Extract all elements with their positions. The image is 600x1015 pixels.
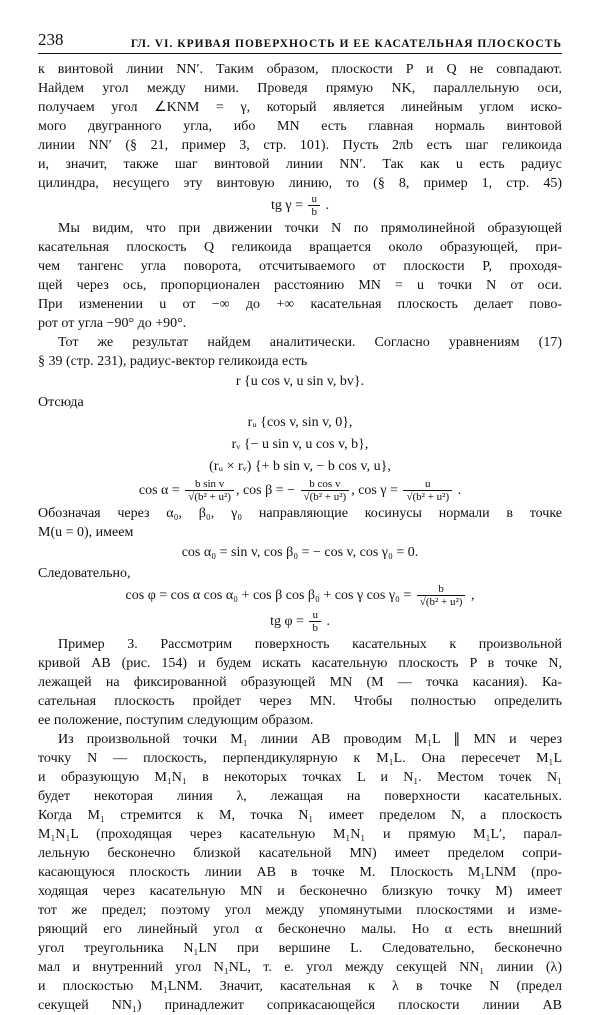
denominator: √(b² + u²) — [188, 491, 231, 504]
text-line: Найдем угол между ними. Проведя прямую NK, параллельную оси, — [38, 81, 562, 96]
text-line: ходящая через касательную MN и бесконечно близкую точку M) имеет — [38, 884, 562, 899]
equation-radius-vector: r {u cos v, u sin v, bv}. — [235, 374, 365, 389]
numerator: b cos v — [301, 478, 350, 491]
text-line: § 39 (стр. 231), радиус-вектор геликоида есть — [38, 354, 308, 369]
fraction — [403, 478, 452, 503]
numerator: u — [308, 193, 320, 206]
equation-cos-phi — [38, 583, 562, 609]
eq-cos-gamma-lhs: , cos γ = — [351, 483, 402, 498]
text-line: тот же предел; поэтому угол между упомянутыми плоскостями и изме- — [38, 903, 562, 918]
text-line: и образующую M₁N₁ в некоторых точках L и N₁. Местом точек N₁ — [38, 770, 562, 785]
text-line: рот от угла −90° до +90°. — [38, 316, 187, 331]
paragraph-1 — [38, 60, 562, 193]
text-line: секущей NN₁) принадлежит соприкасающейся плоскости линии AB — [38, 998, 562, 1013]
text-line: получаем угол ∠KNM = γ, который является линейным углом иско- — [38, 100, 562, 115]
eq-tail: . — [321, 198, 329, 213]
denominator: √(b² + u²) — [406, 491, 450, 504]
text-line: M(u = 0), имеем — [38, 525, 134, 540]
eq-lhs: tg φ = — [270, 614, 308, 629]
paragraph-3 — [38, 333, 562, 371]
numerator: u — [309, 609, 321, 622]
running-title: ГЛ. VI. КРИВАЯ ПОВЕРХНОСТЬ И ЕЕ КАСАТЕЛЬНАЯ ПЛОСКОСТЬ — [130, 38, 562, 50]
text-line: Когда M₁ стремится к M, точка N₁ имеет пределом N, а плоскость — [38, 808, 562, 823]
eq-tail: . — [454, 483, 462, 498]
paragraph-example-3 — [38, 635, 562, 730]
equation-tg-gamma — [38, 193, 562, 219]
numerator: u — [403, 478, 452, 491]
eq-cos-beta-lhs: , cos β = − — [235, 483, 299, 498]
equation-rv: rᵥ {− u sin v, u cos v, b}, — [231, 437, 369, 452]
text-line: будет некоторая линия λ, лежащая на поверхности касательных. — [38, 789, 562, 804]
text-line: линии NN′ (§ 21, пример 3, стр. 101). Пусть 2πb есть шаг геликоида — [38, 138, 562, 153]
denominator: √(b² + u²) — [419, 596, 463, 609]
paragraph-4 — [38, 504, 562, 542]
eq-lhs: tg γ = — [271, 198, 307, 213]
text-line: кривой AB (рис. 154) и будем искать касательную плоскость P в точке N, — [38, 656, 562, 671]
fraction — [309, 609, 321, 634]
paragraph-6 — [38, 730, 562, 1015]
text-line: Обозначая через α₀, β₀, γ₀ направляющие косинусы нормали в точке — [38, 506, 562, 521]
text-line: чем тангенс угла поворота, отсчитываемого от плоскости P, проходя- — [38, 259, 562, 274]
text-line: Отсюда — [38, 395, 84, 410]
eq-cos-alpha-lhs: cos α = — [138, 483, 184, 498]
denominator: b — [312, 622, 318, 635]
equation-normal-cosines: cos α₀ = sin v, cos β₀ = − cos v, cos γ₀ = 0. — [181, 545, 419, 560]
text-line: Пример 3. Рассмотрим поверхность касательных к произвольной — [58, 637, 562, 652]
text-line: и плоскостью M₁LNM. Значит, касательная к λ в точке N (предел — [38, 979, 562, 994]
text-line: сательная плоскость пройдет через MN. Чтобы полностью определить — [38, 694, 562, 709]
eq-lhs: cos φ = cos α cos α₀ + cos β cos β₀ + cos γ cos γ₀ = — [125, 588, 415, 603]
fraction — [185, 478, 234, 503]
numerator: b — [417, 583, 466, 596]
fraction — [308, 193, 320, 218]
text-line: Из произвольной точки M₁ линии AB проводим M₁L ∥ MN и через — [58, 732, 562, 747]
equation-cross-product: (rᵤ × rᵥ) {+ b sin v, − b cos v, u}, — [209, 459, 391, 474]
text-line: цилиндра, несущего эту винтовую линию, то (§ 8, пример 1, стр. 45) — [38, 176, 562, 191]
page-body — [38, 60, 562, 1015]
text-line: касательная плоскость Q геликоида вращается около образующей, при- — [38, 240, 562, 255]
text-line: точку N — плоскость, перпендикулярную к M₁L. Она пересечет M₁L — [38, 751, 562, 766]
text-line: При изменении u от −∞ до +∞ касательная плоскость делает пово- — [38, 297, 562, 312]
eq-tail: . — [322, 614, 330, 629]
text-line: лельную бесконечно близкой касательной MN) имеет пределом сопри- — [38, 846, 562, 861]
text-line: касающуюся плоскость линии AB в точке M. Плоскость M₁LNM (про- — [38, 865, 562, 880]
page-header — [38, 26, 562, 54]
text-line: и, значит, также шаг винтовой линии NN′. Так как u есть радиус — [38, 157, 562, 172]
numerator: b sin v — [185, 478, 234, 491]
equation-ru: rᵤ {cos v, sin v, 0}, — [247, 415, 353, 430]
denominator: √(b² + u²) — [303, 491, 347, 504]
text-line: Следовательно, — [38, 566, 131, 581]
text-line: угол треугольника N₁LN при вершине L. Следовательно, бесконечно — [38, 941, 562, 956]
text-line: мал и внутренний угол N₁NL, т. е. угол между секущей NN₁ линии (λ) — [38, 960, 562, 975]
denominator: b — [311, 206, 317, 219]
fraction — [301, 478, 350, 503]
eq-tail: , — [467, 588, 475, 603]
text-line: к винтовой линии NN′. Таким образом, плоскости P и Q не совпадают. — [38, 62, 562, 77]
paragraph-2 — [38, 219, 562, 333]
text-line: ее положение, поступим следующим образом. — [38, 713, 314, 728]
text-line: ряющий его линейный угол α бесконечно малы. Но α есть внешний — [38, 922, 562, 937]
text-line: Тот же результат найдем аналитически. Согласно уравнениям (17) — [58, 335, 562, 350]
text-line: M₁N₁L (проходящая через касательную M₁N₁ и прямую M₁L′, парал- — [38, 827, 562, 842]
equation-direction-cosines — [38, 478, 562, 504]
text-line: Мы видим, что при движении точки N по прямолинейной образующей — [58, 221, 562, 236]
fraction — [417, 583, 466, 608]
equation-tg-phi — [38, 609, 562, 635]
text-line: щей через ось, пропорционален расстоянию MN = u точки N от оси. — [38, 278, 562, 293]
text-line: лежащей на фиксированной образующей MN (M — точка касания). Ка- — [38, 675, 562, 690]
page-number: 238 — [38, 30, 64, 49]
text-line: мого двугранного угла, ибо MN есть главная нормаль винтовой — [38, 119, 562, 134]
